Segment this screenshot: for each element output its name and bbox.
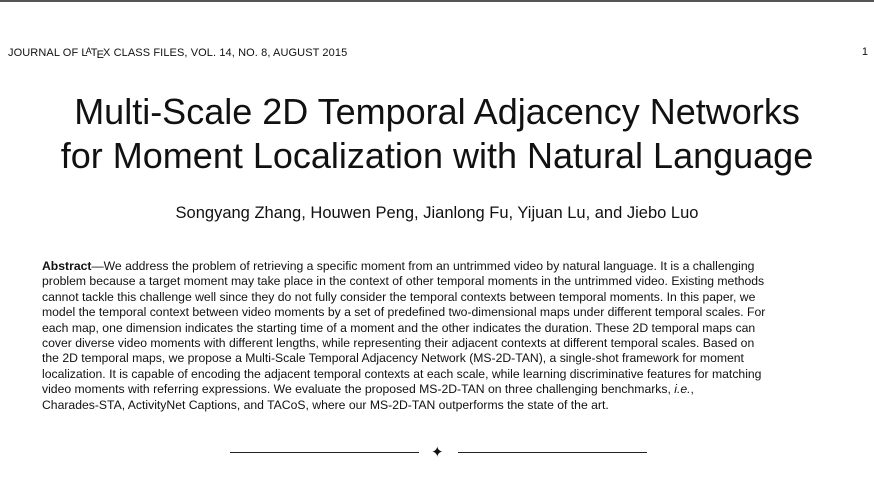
abstract-line <box>42 259 832 274</box>
separator-rule-right <box>458 452 647 453</box>
diamond-icon: ✦ <box>431 444 444 461</box>
abstract-line-3: cannot tackle this challenge well since they do not fully consider the temporal contexts between temporal moments. In this paper, we <box>42 289 756 304</box>
title-line-2: for Moment Localization with Natural Language <box>60 135 814 176</box>
abstract-line-10: Charades-STA, ActivityNet Captions, and TACoS, where our MS-2D-TAN outperforms the state of the art. <box>42 397 609 412</box>
abstract-line-9 <box>42 382 832 397</box>
abstract-line-6: cover diverse video moments with different lengths, while representing their adjacent contexts at different temporal scales. Based on <box>42 336 755 351</box>
abstract-line-2: problem because a target moment may take place in the context of other temporal moments in the untrimmed video. Existing methods <box>42 274 765 289</box>
abstract-line-7: the 2D temporal maps, we propose a Multi-Scale Temporal Adjacency Network (MS-2D-TAN), a single-shot framework for moment <box>42 351 744 366</box>
abstract-line-1: —We address the problem of retrieving a specific moment from an untrimmed video by natural language. It is a challenging <box>91 259 755 273</box>
journal-suffix: CLASS FILES, VOL. 14, NO. 8, AUGUST 2015 <box>110 47 348 59</box>
abstract-line-9-post: , <box>690 382 694 397</box>
section-separator <box>0 444 874 462</box>
abstract-line-9-pre: video moments with referring expressions. We evaluate the proposed MS-2D-TAN on three challenging benchmarks, <box>42 382 675 397</box>
abstract-line-8: localization. It is capable of encoding the adjacent temporal contexts at each scale, while learning discriminative features for matching <box>42 366 762 381</box>
abstract-ie: i.e. <box>674 382 691 397</box>
paper-title <box>0 90 874 178</box>
abstract-line-5: each map, one dimension indicates the starting time of a moment and the other indicates the duration. These 2D temporal maps can <box>42 320 756 335</box>
journal-prefix: JOURNAL OF <box>8 47 82 59</box>
title-line-1: Multi-Scale 2D Temporal Adjacency Networks <box>74 91 800 132</box>
author-list: Songyang Zhang, Houwen Peng, Jianlong Fu, Yijuan Lu, and Jiebo Luo <box>175 204 699 222</box>
page-number: 1 <box>861 46 868 58</box>
running-head <box>8 46 347 61</box>
separator-rule-left <box>230 452 419 453</box>
latex-logo: LATEX <box>81 46 111 61</box>
abstract-line-4: model the temporal context between video moments by a set of predefined two-dimensional maps under different temporal scales. For <box>42 305 766 320</box>
abstract-label: Abstract <box>42 259 92 273</box>
top-border-rule <box>0 0 874 2</box>
abstract <box>42 259 832 413</box>
